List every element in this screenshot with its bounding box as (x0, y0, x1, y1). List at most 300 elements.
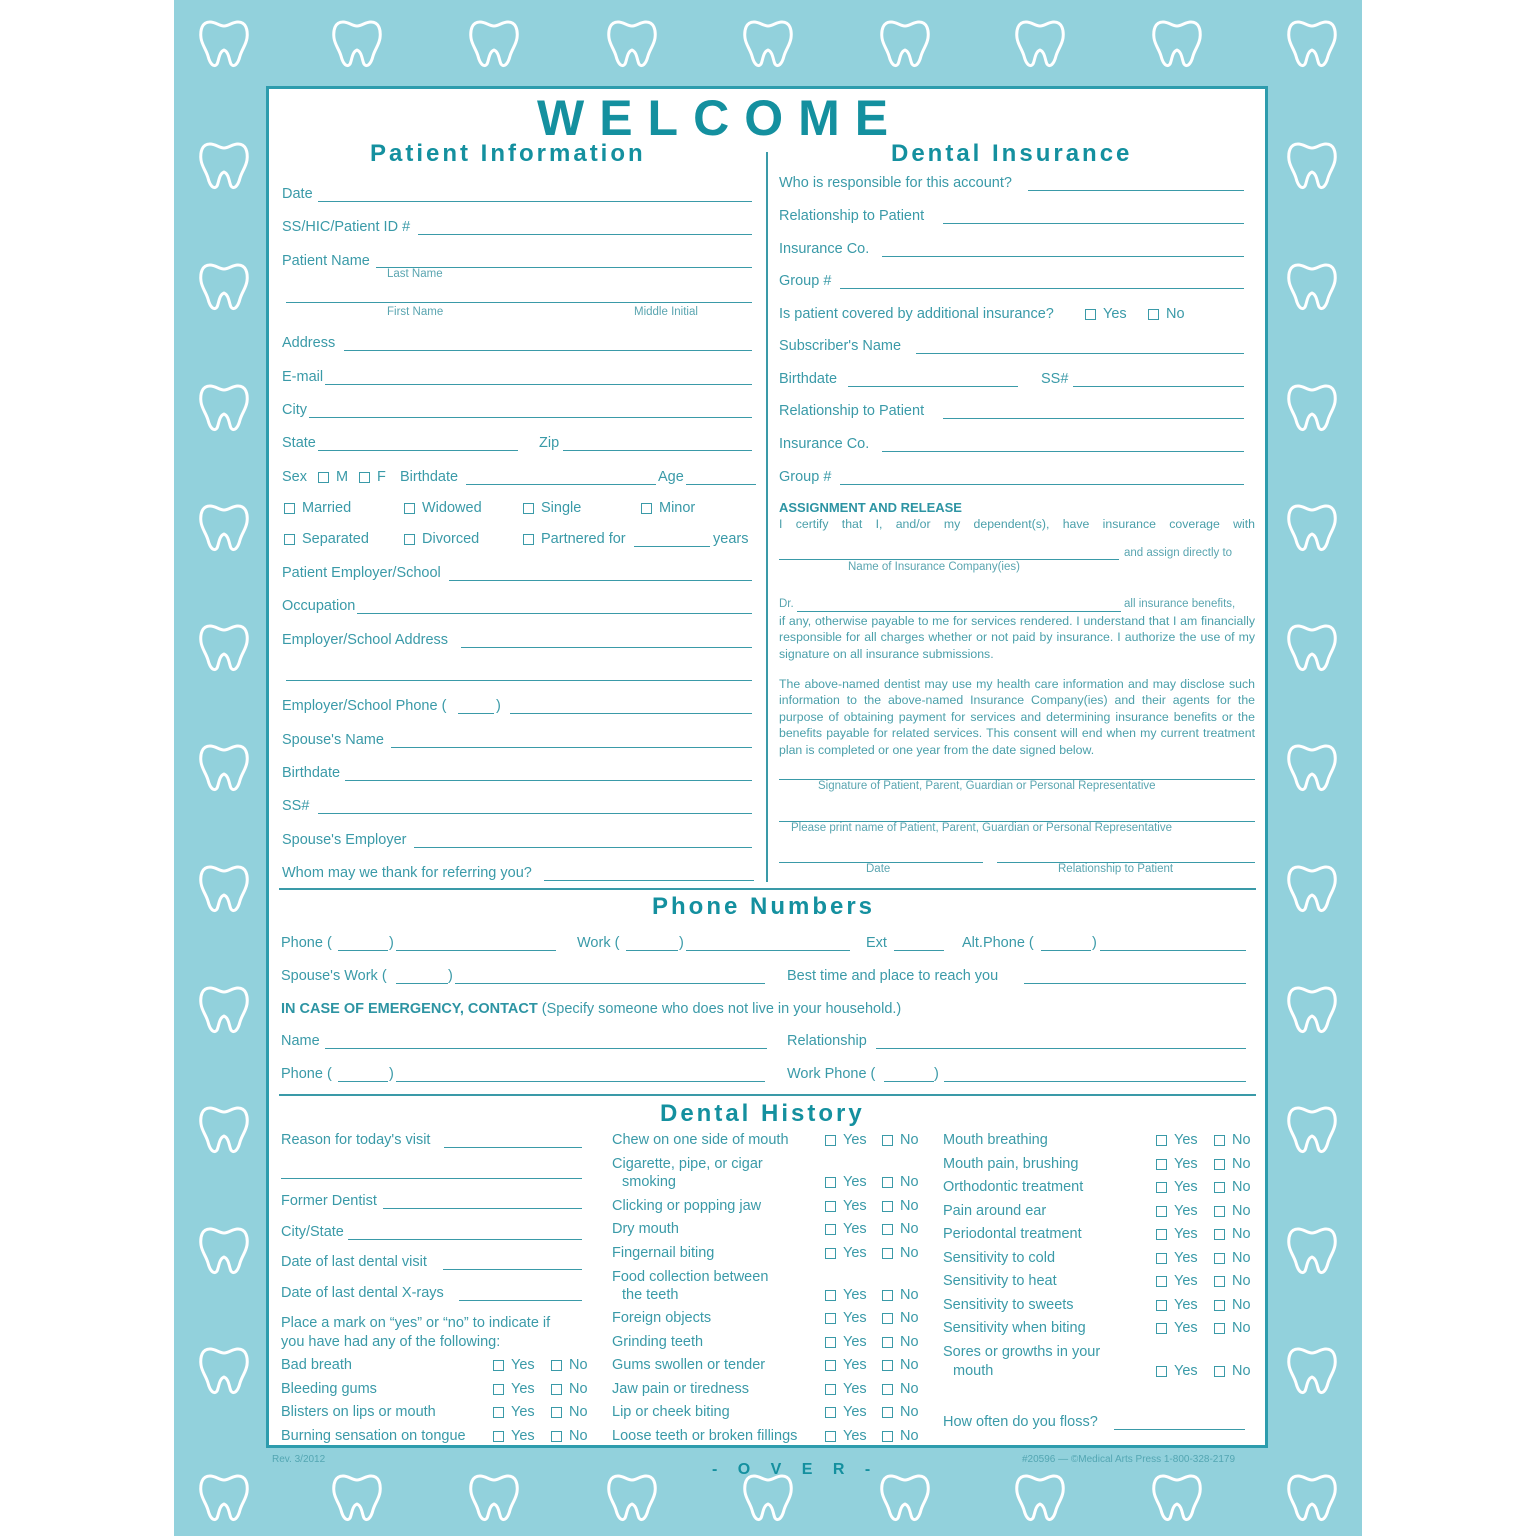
history-item-yes-checkbox[interactable] (825, 1201, 836, 1212)
history-item-label: Sensitivity when biting (943, 1320, 1086, 1336)
address-field[interactable] (344, 350, 752, 351)
floss-label: How often do you floss? (943, 1414, 1098, 1430)
history-item-no-checkbox[interactable] (1214, 1366, 1225, 1377)
history-item-no-label: No (1232, 1203, 1251, 1219)
history-item-no-label: No (900, 1357, 919, 1373)
history-item-label: Pain around ear (943, 1203, 1047, 1219)
history-item-no-label: No (1232, 1363, 1251, 1379)
referral-label: Whom may we thank for referring you? (282, 865, 532, 881)
employer-phone-field[interactable] (510, 713, 752, 714)
history-item-label: Chew on one side of mouth (612, 1132, 789, 1148)
tooth-icon (877, 14, 933, 70)
spouse-work-label: Spouse's Work ( (281, 968, 387, 984)
patient-info-heading: Patient Information (370, 140, 646, 167)
history-item-no-label: No (900, 1174, 919, 1190)
tooth-icon (196, 1468, 252, 1524)
history-item-yes-checkbox[interactable] (825, 1290, 836, 1301)
history-item-yes-checkbox[interactable] (1156, 1206, 1167, 1217)
spouse-work-field[interactable] (455, 983, 765, 984)
separated-checkbox[interactable] (284, 534, 295, 545)
tooth-icon (604, 14, 660, 70)
history-item-no-checkbox[interactable] (882, 1135, 893, 1146)
patient-id-field[interactable] (418, 234, 752, 235)
history-item-label: Sores or growths in your (943, 1344, 1101, 1360)
emergency-work-area-code[interactable] (884, 1081, 934, 1082)
history-item-yes-label: Yes (843, 1334, 867, 1350)
tooth-icon (740, 14, 796, 70)
history-item-yes-label: Yes (843, 1198, 867, 1214)
history-item-yes-label: Yes (843, 1245, 867, 1261)
history-item-yes-checkbox[interactable] (1156, 1253, 1167, 1264)
history-item-yes-label: Yes (511, 1404, 535, 1420)
city-field[interactable] (309, 417, 752, 418)
tooth-icon (1284, 1341, 1340, 1397)
instructions-line-1: Place a mark on “yes” or “no” to indicate if (281, 1315, 551, 1331)
history-item-no-label: No (1232, 1320, 1251, 1336)
emergency-phone-field[interactable] (396, 1081, 765, 1082)
sex-male-label: M (336, 469, 349, 485)
history-item-yes-checkbox[interactable] (1156, 1276, 1167, 1287)
dental-insurance-heading: Dental Insurance (891, 140, 1133, 167)
tooth-icon (329, 1468, 385, 1524)
history-item-no-checkbox[interactable] (1214, 1229, 1225, 1240)
history-item-no-label: No (900, 1428, 919, 1444)
birthdate-label: Birthdate (400, 469, 459, 485)
birthdate-field[interactable] (466, 484, 656, 485)
history-item-yes-checkbox[interactable] (1156, 1366, 1167, 1377)
history-item-yes-label: Yes (843, 1428, 867, 1444)
signature-caption: Signature of Patient, Parent, Guardian or Personal Representative (818, 780, 1156, 792)
history-item-yes-checkbox[interactable] (825, 1384, 836, 1395)
phone-label: Phone ( (281, 935, 332, 951)
print-caption: Please print name of Patient, Parent, Guardian or Personal Representative (791, 822, 1172, 834)
history-item-yes-checkbox[interactable] (493, 1431, 504, 1442)
history-item-no-checkbox[interactable] (882, 1290, 893, 1301)
tooth-icon (604, 1468, 660, 1524)
emergency-work-phone-label: Work Phone ( (787, 1066, 876, 1082)
history-item-label: Orthodontic treatment (943, 1179, 1084, 1195)
history-item-no-checkbox[interactable] (1214, 1135, 1225, 1146)
history-item-label: Sensitivity to cold (943, 1250, 1056, 1266)
history-item-label: Bleeding gums (281, 1381, 377, 1397)
history-item-label: Burning sensation on tongue (281, 1428, 466, 1444)
group-2-label: Group # (779, 469, 832, 485)
email-field[interactable] (325, 384, 752, 385)
patient-name-label: Patient Name (282, 253, 370, 269)
history-item-no-label: No (569, 1357, 588, 1373)
address-label: Address (282, 335, 336, 351)
insurance-co-2-label: Insurance Co. (779, 436, 870, 452)
history-item-no-checkbox[interactable] (882, 1407, 893, 1418)
tooth-icon (196, 378, 252, 434)
history-item-yes-label: Yes (843, 1381, 867, 1397)
insurance-co-1-field[interactable] (882, 256, 1244, 257)
tooth-icon (1284, 14, 1340, 70)
reason-field-2[interactable] (281, 1178, 582, 1179)
employer-address-field-2[interactable] (286, 680, 752, 681)
employer-field[interactable] (449, 580, 752, 581)
history-item-no-checkbox[interactable] (1214, 1323, 1225, 1334)
history-item-no-checkbox[interactable] (1214, 1182, 1225, 1193)
history-item-label: Clicking or popping jaw (612, 1198, 762, 1214)
history-item-yes-label: Yes (1174, 1250, 1198, 1266)
tooth-icon (1012, 1468, 1068, 1524)
tooth-icon (1149, 1468, 1205, 1524)
history-item-yes-checkbox[interactable] (1156, 1159, 1167, 1170)
history-item-yes-label: Yes (843, 1404, 867, 1420)
best-time-label: Best time and place to reach you (787, 968, 999, 984)
tooth-icon (329, 14, 385, 70)
single-label: Single (541, 500, 582, 516)
history-item-yes-checkbox[interactable] (493, 1360, 504, 1371)
tooth-icon (196, 980, 252, 1036)
history-item-no-label: No (1232, 1156, 1251, 1172)
single-checkbox[interactable] (523, 503, 534, 514)
sex-female-checkbox[interactable] (359, 472, 370, 483)
zip-field[interactable] (563, 450, 752, 451)
history-item-no-checkbox[interactable] (882, 1337, 893, 1348)
history-item-no-checkbox[interactable] (882, 1248, 893, 1259)
history-item-yes-label: Yes (1174, 1203, 1198, 1219)
history-section-divider (279, 1094, 1256, 1096)
tooth-icon (877, 1468, 933, 1524)
history-item-no-checkbox[interactable] (1214, 1206, 1225, 1217)
history-item-label: Food collection between (612, 1269, 769, 1285)
spouse-birthdate-field[interactable] (345, 780, 752, 781)
additional-yes-checkbox[interactable] (1085, 309, 1096, 320)
tooth-icon (1284, 738, 1340, 794)
reason-field[interactable] (444, 1147, 582, 1148)
date-field[interactable] (318, 201, 752, 202)
last-visit-field[interactable] (443, 1269, 582, 1270)
history-item-label: Mouth pain, brushing (943, 1156, 1079, 1172)
history-item-label: Dry mouth (612, 1221, 679, 1237)
minor-checkbox[interactable] (641, 503, 652, 514)
subscriber-birthdate-field[interactable] (848, 386, 1018, 387)
history-item-no-checkbox[interactable] (882, 1313, 893, 1324)
former-dentist-field[interactable] (383, 1208, 582, 1209)
tooth-icon (1284, 257, 1340, 313)
tooth-icon (196, 738, 252, 794)
subscriber-birthdate-label: Birthdate (779, 371, 838, 387)
history-item-yes-label: Yes (843, 1221, 867, 1237)
city-state-label: City/State (281, 1224, 344, 1240)
assign-directly-text: and assign directly to (1124, 547, 1233, 559)
sex-male-checkbox[interactable] (318, 472, 329, 483)
dr-label: Dr. (779, 598, 794, 610)
best-time-field[interactable] (1024, 983, 1246, 984)
alt-phone-field[interactable] (1100, 950, 1246, 951)
history-item-yes-checkbox[interactable] (825, 1248, 836, 1259)
spouse-work-area-code[interactable] (396, 983, 448, 984)
subscriber-label: Subscriber's Name (779, 338, 902, 354)
history-item-yes-checkbox[interactable] (825, 1337, 836, 1348)
alt-close: ) (1092, 935, 1097, 951)
history-item-yes-label: Yes (1174, 1226, 1198, 1242)
tooth-icon (196, 1221, 252, 1277)
history-item-yes-checkbox[interactable] (1156, 1135, 1167, 1146)
age-label: Age (658, 469, 684, 485)
history-item-yes-label: Yes (1174, 1297, 1198, 1313)
consent-text: The above-named dentist may use my health care information and may disclose such information to the above-named Insurance Company(ies) and their agents for the purpose of obtaining payment for services and determining insurance benefits or the benefits payable for related services. This consent will end when my current treatment plan is completed or one year from the date signed below. (779, 677, 1255, 757)
middle-initial-caption: Middle Initial (634, 306, 698, 318)
tooth-icon (1284, 1100, 1340, 1156)
tooth-icon (196, 498, 252, 554)
date-label: Date (282, 186, 313, 202)
partnered-checkbox[interactable] (523, 534, 534, 545)
employer-label: Patient Employer/School (282, 565, 441, 581)
history-item-yes-checkbox[interactable] (825, 1360, 836, 1371)
married-checkbox[interactable] (284, 503, 295, 514)
history-item-yes-checkbox[interactable] (825, 1407, 836, 1418)
work-phone-field[interactable] (686, 950, 850, 951)
history-item-yes-checkbox[interactable] (825, 1135, 836, 1146)
instructions-line-2: you have had any of the following: (281, 1334, 501, 1350)
phone-close: ) (389, 935, 394, 951)
history-item-yes-checkbox[interactable] (1156, 1300, 1167, 1311)
tooth-icon (1284, 859, 1340, 915)
history-item-label: Blisters on lips or mouth (281, 1404, 436, 1420)
tooth-icon (466, 14, 522, 70)
history-item-label: Jaw pain or tiredness (612, 1381, 750, 1397)
first-name-field[interactable] (286, 302, 752, 303)
spouse-birthdate-label: Birthdate (282, 765, 341, 781)
history-item-label: Sensitivity to sweets (943, 1297, 1074, 1313)
history-item-label: Lip or cheek biting (612, 1404, 730, 1420)
emergency-phone-label: Phone ( (281, 1066, 332, 1082)
ext-field[interactable] (894, 950, 944, 951)
history-item-label: Periodontal treatment (943, 1226, 1082, 1242)
widowed-checkbox[interactable] (404, 503, 415, 514)
minor-label: Minor (659, 500, 696, 516)
work-area-code[interactable] (626, 950, 678, 951)
history-item-yes-checkbox[interactable] (825, 1313, 836, 1324)
history-item-no-label: No (1232, 1297, 1251, 1313)
insurance-co-2-field[interactable] (882, 451, 1244, 452)
history-item-yes-checkbox[interactable] (493, 1407, 504, 1418)
work-label: Work ( (577, 935, 620, 951)
history-item-yes-label: Yes (1174, 1273, 1198, 1289)
tooth-icon (196, 859, 252, 915)
state-label: State (282, 435, 316, 451)
history-item-yes-checkbox[interactable] (825, 1224, 836, 1235)
history-item-no-checkbox[interactable] (1214, 1276, 1225, 1287)
emergency-work-field[interactable] (944, 1081, 1246, 1082)
history-item-no-checkbox[interactable] (551, 1360, 562, 1371)
employer-phone-close: ) (496, 698, 501, 714)
emergency-phone-close: ) (389, 1066, 394, 1082)
group-1-field[interactable] (840, 288, 1244, 289)
additional-yes-label: Yes (1103, 306, 1127, 322)
relationship-2-field[interactable] (943, 418, 1244, 419)
subscriber-field[interactable] (916, 353, 1244, 354)
tooth-icon (196, 618, 252, 674)
history-item-label: Cigarette, pipe, or cigar (612, 1156, 763, 1172)
referral-field[interactable] (544, 880, 754, 881)
column-divider (766, 152, 768, 882)
history-item-no-checkbox[interactable] (882, 1360, 893, 1371)
history-item-yes-checkbox[interactable] (825, 1431, 836, 1442)
revision-text: Rev. 3/2012 (272, 1454, 326, 1465)
responsible-label: Who is responsible for this account? (779, 175, 1012, 191)
spouse-work-close: ) (448, 968, 453, 984)
patient-id-label: SS/HIC/Patient ID # (282, 219, 411, 235)
subscriber-ss-label: SS# (1041, 371, 1069, 387)
emergency-label (281, 1002, 901, 1017)
tooth-icon (1284, 1221, 1340, 1277)
first-name-caption: First Name (387, 306, 444, 318)
history-item-yes-checkbox[interactable] (1156, 1229, 1167, 1240)
phone-area-code[interactable] (338, 950, 388, 951)
history-item-yes-checkbox[interactable] (825, 1177, 836, 1188)
history-item-label: Mouth breathing (943, 1132, 1048, 1148)
additional-no-checkbox[interactable] (1148, 309, 1159, 320)
history-item-no-checkbox[interactable] (1214, 1253, 1225, 1264)
emergency-bold: IN CASE OF EMERGENCY, CONTACT (281, 1001, 538, 1017)
last-xrays-field[interactable] (459, 1300, 582, 1301)
additional-insurance-label: Is patient covered by additional insurance? (779, 306, 1054, 322)
insurance-company-field[interactable] (779, 559, 1119, 560)
tooth-icon (1149, 14, 1205, 70)
history-item-no-checkbox[interactable] (1214, 1159, 1225, 1170)
married-label: Married (302, 500, 352, 516)
history-item-yes-label: Yes (843, 1357, 867, 1373)
history-item-yes-label: Yes (511, 1428, 535, 1444)
history-item-label: Gums swollen or tender (612, 1357, 766, 1373)
history-item-no-checkbox[interactable] (551, 1384, 562, 1395)
assignment-heading: ASSIGNMENT AND RELEASE (779, 500, 962, 515)
history-item-no-checkbox[interactable] (882, 1384, 893, 1395)
history-item-no-checkbox[interactable] (551, 1431, 562, 1442)
state-field[interactable] (318, 450, 518, 451)
reason-label: Reason for today's visit (281, 1132, 431, 1148)
history-item-yes-label: Yes (843, 1174, 867, 1190)
emergency-relationship-field[interactable] (876, 1048, 1246, 1049)
dentist-name-field[interactable] (797, 611, 1121, 612)
tooth-icon (196, 1100, 252, 1156)
history-item-label: Bad breath (281, 1357, 352, 1373)
last-name-caption: Last Name (387, 268, 443, 280)
last-visit-label: Date of last dental visit (281, 1254, 427, 1270)
emergency-work-close: ) (934, 1066, 939, 1082)
separated-label: Separated (302, 531, 369, 547)
tooth-icon (196, 14, 252, 70)
history-item-no-checkbox[interactable] (882, 1224, 893, 1235)
history-item-yes-label: Yes (1174, 1179, 1198, 1195)
history-item-yes-checkbox[interactable] (493, 1384, 504, 1395)
divorced-label: Divorced (422, 531, 480, 547)
history-item-no-checkbox[interactable] (882, 1177, 893, 1188)
insurance-co-1-label: Insurance Co. (779, 241, 870, 257)
publisher-text: #20596 — ©Medical Arts Press 1-800-328-2179 (1022, 1454, 1236, 1465)
sex-female-label: F (377, 469, 386, 485)
city-label: City (282, 402, 307, 418)
tooth-icon (196, 257, 252, 313)
release-text: if any, otherwise payable to me for services rendered. I understand that I am financially responsible for all charges whether or not paid by insurance. I authorize the use of my signature on all insurance submissions. (779, 614, 1255, 661)
tooth-icon (1284, 980, 1340, 1036)
alt-area-code[interactable] (1041, 950, 1091, 951)
employer-address-field[interactable] (461, 647, 752, 648)
history-item-yes-label: Yes (843, 1132, 867, 1148)
phone-numbers-heading: Phone Numbers (652, 893, 876, 920)
history-item-yes-label: Yes (843, 1287, 867, 1303)
date-caption: Date (866, 863, 891, 875)
history-item-yes-label: Yes (843, 1310, 867, 1326)
age-field[interactable] (686, 484, 756, 485)
divorced-checkbox[interactable] (404, 534, 415, 545)
group-1-label: Group # (779, 273, 832, 289)
spouse-name-field[interactable] (391, 747, 752, 748)
emergency-relationship-label: Relationship (787, 1033, 867, 1049)
history-item-no-label: No (1232, 1179, 1251, 1195)
emergency-area-code[interactable] (338, 1081, 388, 1082)
spouse-employer-field[interactable] (414, 847, 752, 848)
phone-field[interactable] (396, 950, 556, 951)
history-item-yes-label: Yes (511, 1381, 535, 1397)
tooth-icon (1284, 378, 1340, 434)
floss-field[interactable] (1114, 1429, 1245, 1430)
history-item-no-label: No (900, 1245, 919, 1261)
group-2-field[interactable] (840, 484, 1244, 485)
tooth-icon (1284, 618, 1340, 674)
tooth-icon (1284, 498, 1340, 554)
alt-phone-label: Alt.Phone ( (962, 935, 1034, 951)
occupation-field[interactable] (357, 613, 752, 614)
history-item-label: Fingernail biting (612, 1245, 715, 1261)
phone-section-divider (279, 888, 1256, 890)
certify-text: I certify that I, and/or my dependent(s), have insurance coverage with (779, 517, 1255, 531)
sex-label: Sex (282, 469, 307, 485)
history-item-label: Sensitivity to heat (943, 1273, 1057, 1289)
history-item-no-checkbox[interactable] (551, 1407, 562, 1418)
emergency-name-field[interactable] (325, 1048, 767, 1049)
employer-phone-label: Employer/School Phone ( (282, 698, 447, 714)
emergency-note: (Specify someone who does not live in your household.) (541, 1001, 902, 1017)
history-item-no-checkbox[interactable] (882, 1201, 893, 1212)
history-item-yes-label: Yes (1174, 1156, 1198, 1172)
former-dentist-label: Former Dentist (281, 1193, 377, 1209)
history-item-yes-checkbox[interactable] (1156, 1182, 1167, 1193)
history-item-no-checkbox[interactable] (882, 1431, 893, 1442)
history-item-no-label: No (569, 1404, 588, 1420)
history-item-yes-label: Yes (1174, 1363, 1198, 1379)
zip-label: Zip (539, 435, 560, 451)
history-item-no-label: No (900, 1334, 919, 1350)
over-text: - O V E R - (712, 1461, 879, 1478)
employer-area-code[interactable] (458, 713, 494, 714)
last-xrays-label: Date of last dental X-rays (281, 1285, 444, 1301)
tooth-icon (1284, 136, 1340, 192)
history-item-no-label: No (1232, 1132, 1251, 1148)
history-item-yes-checkbox[interactable] (1156, 1323, 1167, 1334)
partnered-years-field[interactable] (634, 546, 710, 547)
widowed-label: Widowed (422, 500, 482, 516)
history-item-no-label: No (900, 1132, 919, 1148)
ext-label: Ext (866, 935, 887, 951)
history-item-no-label: No (900, 1221, 919, 1237)
relationship-1-field[interactable] (943, 223, 1244, 224)
spouse-ss-field[interactable] (318, 813, 752, 814)
benefits-text: all insurance benefits, (1124, 598, 1236, 610)
tooth-icon (466, 1468, 522, 1524)
tooth-icon (196, 136, 252, 192)
subscriber-ss-field[interactable] (1073, 386, 1244, 387)
city-state-field[interactable] (348, 1239, 582, 1240)
responsible-field[interactable] (1028, 190, 1244, 191)
history-item-no-label: No (1232, 1273, 1251, 1289)
history-item-no-label: No (900, 1310, 919, 1326)
history-item-no-checkbox[interactable] (1214, 1300, 1225, 1311)
